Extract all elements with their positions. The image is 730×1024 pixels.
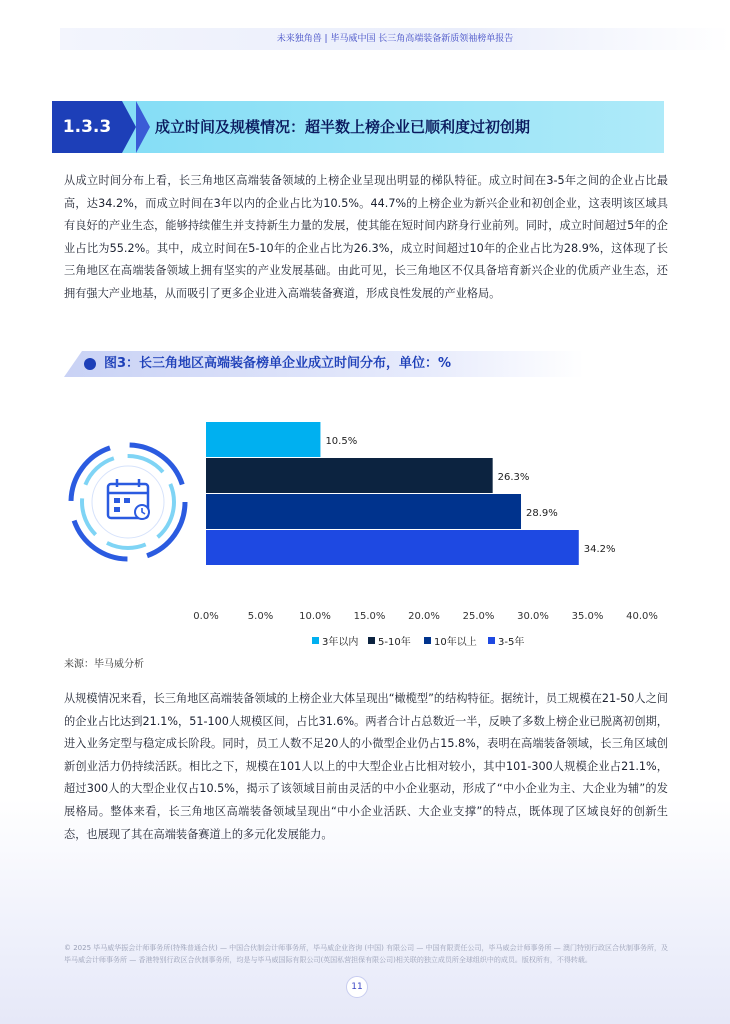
founding-time-bar-chart <box>190 410 670 650</box>
paragraph-company-size: 从规模情况来看，长三角地区高端装备领域的上榜企业大体呈现出“橄榄型”的结构特征。据统计，员工规模在21-50人之间的企业占比达到21.1%，51-100人规模区间，占比31.6%。两者合计占总数近一半，反映了多数上榜企业已脱离初创期，进入业务定型与稳定成长阶段。同时，员工人数不足20人的小微型企业仍占15.8%，表明在高端装备领域，长三角区域创新创业活力仍持续活跃。相比之下，规模在101人以上的中大型企业占比相对较小，其中101-300人规模企业占21.1%，超过300人的大型企业仅占10.5%，揭示了该领域目前由灵活的中小企业驱动，形成了“中小企业为主、大企业为辅”的发展格局。整体来看，长三角地区高端装备领域呈现出“中小企业活跃、大企业支撑”的特点，既体现了区域良好的创新生态，也展现了其在高端装备赛道上的多元化发展能力。 <box>64 692 668 841</box>
legend-label: 10年以上 <box>434 637 477 648</box>
x-tick-label: 40.0% <box>626 611 658 622</box>
bar-3-5年 <box>206 530 579 565</box>
legend-swatch <box>488 637 495 644</box>
legend-label: 3年以内 <box>322 637 359 648</box>
chevron-icon <box>122 101 136 153</box>
bar-10年以上 <box>206 494 521 529</box>
chevron-icon <box>136 101 150 153</box>
bar-data-label: 26.3% <box>497 472 530 483</box>
section-number: 1.3.3 <box>52 101 122 153</box>
figure-bullet-icon <box>84 358 96 370</box>
x-tick-label: 0.0% <box>193 611 219 622</box>
section-banner <box>52 101 664 153</box>
bar-data-label: 34.2% <box>583 544 616 555</box>
legend-swatch <box>424 637 431 644</box>
source-note: 来源：毕马威分析 <box>64 659 144 670</box>
page-number: 11 <box>346 976 368 998</box>
x-tick-label: 5.0% <box>247 611 274 622</box>
bar-data-label: 28.9% <box>526 508 558 519</box>
paragraph-founding-time: 从成立时间分布上看，长三角地区高端装备领域的上榜企业呈现出明显的梯队特征。成立时间在3-5年之间的企业占比最高，达34.2%，而成立时间在3年以内的企业占比为10.5%。44.7%的上榜企业为新兴企业和初创企业，这表明该区域具有良好的产业生态，能够持续催生并支持新生力量的发展，使其能在短时间内跻身行业前列。同时，成立时间超过5年的企业占比为55.2%。其中，成立时间在5-10年的企业占比为26.3%，成立时间超过10年的企业占比为28.9%，这体现了长三角地区在高端装备领域上拥有坚实的产业发展基础。由此可见，长三角地区不仅具备培育新兴企业的优质产业生态，还拥有强大产业地基，从而吸引了更多企业进入高端装备赛道，形成良性发展的产业格局。 <box>64 174 668 300</box>
section-title: 成立时间及规模情况：超半数上榜企业已顺利度过初创期 <box>155 118 531 136</box>
footer-legal: © 2025 毕马威华振会计师事务所(特殊普通合伙) — 中国合伙制会计师事务所，毕马威企业咨询 (中国) 有限公司 — 中国有限责任公司，毕马威会计师事务所 — 澳门特别行政区合伙制事务所，及毕马威会计师事务所 — 香港特别行政区合伙制事务所，均是与毕马威国际有限公司(英国私营担保有限公司)相关联的独立成员所全球组织中的成员。版权所有，不得转载。 <box>64 944 668 964</box>
figure-title: 图3：长三角地区高端装备榜单企业成立时间分布，单位：% <box>104 356 452 371</box>
bar-3年以内 <box>206 422 320 457</box>
x-tick-label: 30.0% <box>517 611 549 622</box>
x-tick-label: 20.0% <box>408 611 440 622</box>
legend-swatch <box>312 637 319 644</box>
bar-5-10年 <box>206 458 493 493</box>
x-tick-label: 25.0% <box>462 611 495 622</box>
x-tick-label: 35.0% <box>571 611 604 622</box>
x-tick-label: 10.0% <box>299 611 331 622</box>
bar-data-label: 10.5% <box>325 436 358 447</box>
x-tick-label: 15.0% <box>353 611 386 622</box>
report-header: 未来独角兽 | 毕马威中国 长三角高端装备新质领袖榜单报告 <box>60 28 730 50</box>
legend-label: 3-5年 <box>498 637 525 648</box>
legend-label: 5-10年 <box>378 637 411 648</box>
calendar-icon <box>66 440 190 564</box>
legend-swatch <box>368 637 375 644</box>
